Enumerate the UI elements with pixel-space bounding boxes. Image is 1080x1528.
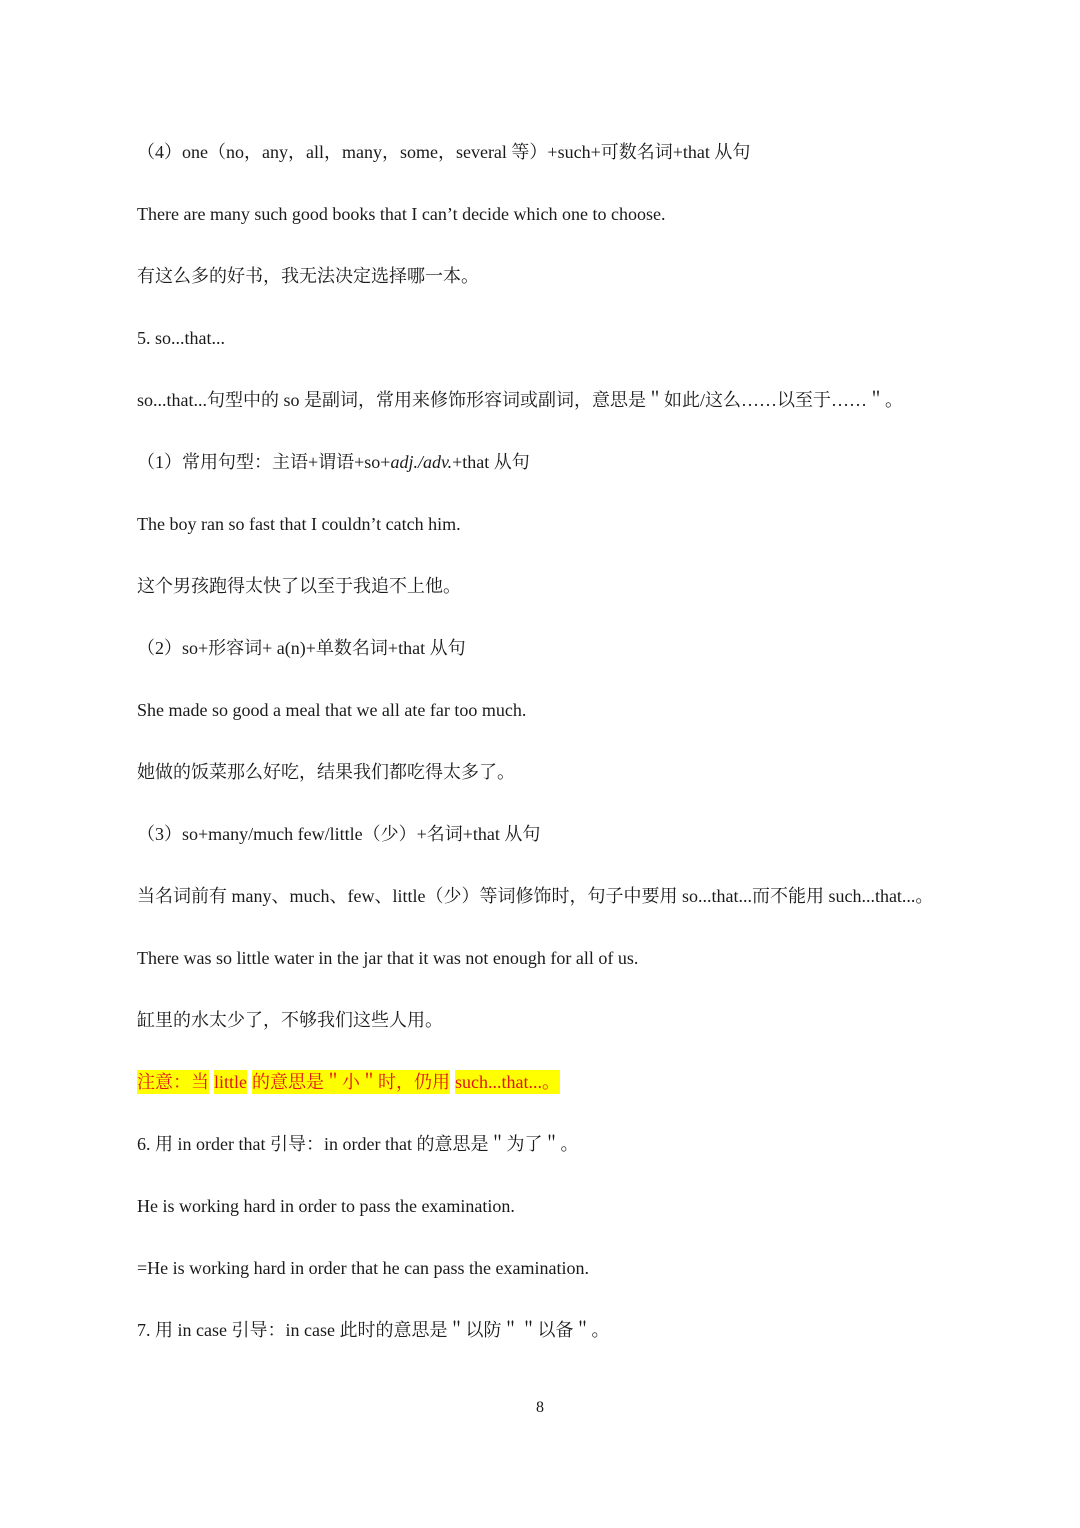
- note-highlight-3: 的意思是＂小＂时，仍用: [252, 1072, 450, 1092]
- example-sentence: =He is working hard in order that he can pass the examination.: [137, 1258, 590, 1278]
- heading-common-pattern-prefix: （1）常用句型：主语+谓语+so+: [137, 452, 391, 472]
- page-number: 8: [536, 1399, 544, 1416]
- heading-common-pattern: [137, 449, 530, 475]
- note-highlight-2: little: [214, 1072, 247, 1092]
- example-sentence: He is working hard in order to pass the examination.: [137, 1196, 515, 1216]
- section-heading-in-case: 7. 用 in case 引导：in case 此时的意思是＂以防＂＂以备＂。: [137, 1320, 610, 1340]
- example-sentence: There was so little water in the jar that it was not enough for all of us.: [137, 948, 639, 968]
- note-highlight-1: 注意：当: [137, 1072, 209, 1092]
- heading-so-adj-noun-pattern: （2）so+形容词+ a(n)+单数名词+that 从句: [137, 638, 466, 658]
- explanation-text: 当名词前有 many、much、few、little（少）等词修饰时，句子中要用 so...that...而不能用 such...that...。: [137, 886, 934, 906]
- example-sentence: She made so good a meal that we all ate far too much.: [137, 700, 527, 720]
- example-translation: 这个男孩跑得太快了以至于我追不上他。: [137, 576, 461, 596]
- heading-common-pattern-suffix: +that 从句: [452, 452, 530, 472]
- section-heading-so-that: 5. so...that...: [137, 328, 225, 348]
- note-highlight-4: such...that...。: [455, 1072, 560, 1092]
- example-translation: 有这么多的好书，我无法决定选择哪一本。: [137, 266, 479, 286]
- section-heading-in-order-that: 6. 用 in order that 引导：in order that 的意思是＂为了＂。: [137, 1134, 579, 1154]
- heading-common-pattern-italic: adj./adv.: [390, 452, 453, 472]
- highlighted-note: [137, 1069, 560, 1095]
- example-sentence: There are many such good books that I can’t decide which one to choose.: [137, 204, 666, 224]
- example-translation: 她做的饭菜那么好吃，结果我们都吃得太多了。: [137, 762, 515, 782]
- example-sentence: The boy ran so fast that I couldn’t catch him.: [137, 514, 461, 534]
- heading-such-plural-pattern: （4）one（no，any，all，many，some，several 等）+such+可数名词+that 从句: [137, 142, 751, 162]
- heading-so-many-much-pattern: （3）so+many/much few/little（少）+名词+that 从句: [137, 824, 541, 844]
- example-translation: 缸里的水太少了，不够我们这些人用。: [137, 1010, 443, 1030]
- explanation-text: so...that...句型中的 so 是副词，常用来修饰形容词或副词，意思是＂如此/这么……以至于……＂。: [137, 390, 903, 410]
